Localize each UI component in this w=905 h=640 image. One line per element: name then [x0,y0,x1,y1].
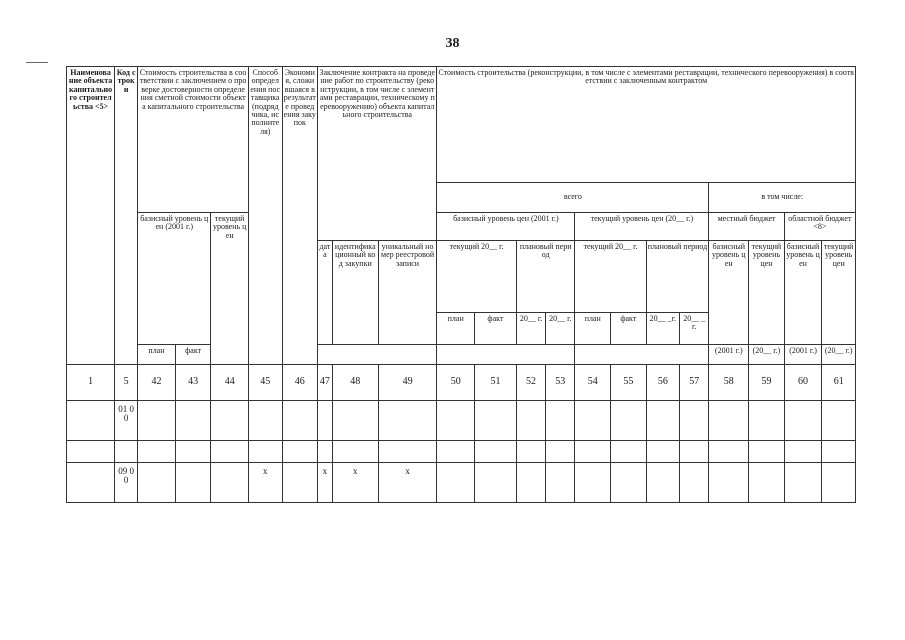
table-cell: x [332,463,378,503]
table-cell [475,441,517,463]
table-cell [784,441,822,463]
table-cell [749,441,785,463]
table-cell [646,401,679,441]
column-number: 46 [282,365,318,401]
row-object-cell [67,441,115,463]
column-number: 52 [516,365,545,401]
header-total: всего [437,183,709,213]
table-cell [516,463,545,503]
table-cell [332,401,378,441]
table-cell [822,401,856,441]
column-number: 5 [115,365,138,401]
table-cell [378,441,437,463]
column-number: 48 [332,365,378,401]
column-number: 55 [611,365,647,401]
header-plan-a: план [437,313,475,345]
column-number: 45 [249,365,282,401]
header-base-2001-b: (2001 г.) [784,345,822,365]
column-number: 50 [437,365,475,401]
table-cell [175,401,211,441]
header-cost-conclusion: Стоимость строительства в соответствии с заключением о проверке достоверности определения сметной стоимости объекта капитального строительства [138,67,249,213]
header-current-price-level: текущий уровень цен [211,213,249,365]
table-cell [282,441,318,463]
table-cell [249,441,282,463]
table-cell [378,401,437,441]
table-cell: x [318,463,333,503]
header-including: в том числе: [709,183,856,213]
table-cell [475,463,517,503]
header-total-blank [437,345,575,365]
header-y20-b: 20__ г. [546,313,575,345]
page-number: 38 [445,36,460,51]
table-cell [680,463,709,503]
table-cell [546,401,575,441]
header-registry: уникальный номер реестровой записи [378,241,437,345]
row-code-cell: 09 00 [115,463,138,503]
table-cell [516,401,545,441]
header-row-code: Код строки [115,67,138,365]
table-cell [318,441,333,463]
header-date: дата [318,241,333,345]
header-method: Способ определения поставщика (подрядчика, исполнителя) [249,67,282,365]
table-cell [575,401,611,441]
table-cell [282,463,318,503]
table-cell [575,463,611,503]
table-row [67,441,856,463]
column-number: 60 [784,365,822,401]
table-cell [211,441,249,463]
header-fact-c: факт [175,345,211,365]
table-cell [546,463,575,503]
table-cell [749,463,785,503]
column-number: 61 [822,365,856,401]
table-cell [332,441,378,463]
header-fact-a: факт [475,313,517,345]
header-y20-d: 20__ _г. [680,313,709,345]
column-number: 43 [175,365,211,401]
header-current-blank [575,345,709,365]
column-number: 59 [749,365,785,401]
table-cell [282,401,318,441]
column-number: 54 [575,365,611,401]
table-cell [437,463,475,503]
header-contract-blank [318,345,437,365]
table-cell [516,441,545,463]
header-ikz: идентификационный код закупки [332,241,378,345]
table-cell [611,401,647,441]
table-cell [138,441,176,463]
table-cell: x [378,463,437,503]
table-row [67,463,856,503]
table-cell [709,441,749,463]
header-rb-base: базисный уровень цен [784,241,822,345]
header-regional-budget: областной бюджет <8> [784,213,855,241]
table-cell [784,463,822,503]
column-number: 1 [67,365,115,401]
report-form-table [66,66,856,503]
header-total-base: базисный уровень цен (2001 г.) [437,213,575,241]
table-cell [680,401,709,441]
table-cell [646,463,679,503]
table-cell [211,463,249,503]
header-cur-20-a: (20__ г.) [749,345,785,365]
column-number: 51 [475,365,517,401]
margin-mark [26,62,48,63]
column-number: 57 [680,365,709,401]
table-cell [784,401,822,441]
header-object-name: Наименование объекта капитального строительства <5> [67,67,115,365]
table-cell [709,401,749,441]
table-cell [175,463,211,503]
table-cell [611,441,647,463]
header-fact-b: факт [611,313,647,345]
row-object-cell [67,401,115,441]
column-number: 49 [378,365,437,401]
table-row [67,401,856,441]
table-cell [437,441,475,463]
column-number: 44 [211,365,249,401]
header-cur-20-b: (20__ г.) [822,345,856,365]
header-y20-c: 20__ _г. [646,313,679,345]
header-current-20-b: текущий 20__ г. [575,241,646,313]
table-cell [211,401,249,441]
table-cell [437,401,475,441]
header-local-budget: местный бюджет [709,213,784,241]
table-cell [822,441,856,463]
header-plan-c: план [138,345,176,365]
table-cell [318,401,333,441]
header-rb-current: текущий уровень цен [822,241,856,345]
table-cell [138,463,176,503]
column-number: 58 [709,365,749,401]
table-cell [175,441,211,463]
header-planned-period-a: плановый период [516,241,575,313]
row-code-cell [115,441,138,463]
table-cell [822,463,856,503]
header-base-2001-a: (2001 г.) [709,345,749,365]
column-number: 56 [646,365,679,401]
column-number: 42 [138,365,176,401]
header-contract-cost: Стоимость строительства (реконструкции, в том числе с элементами реставрации, технического перевооружения) в соответствии с заключенным контрактом [437,67,856,183]
table-cell [646,441,679,463]
header-total-current: текущий уровень цен (20__ г.) [575,213,709,241]
header-base-price-level: базисный уровень цен (2001 г.) [138,213,211,345]
table-cell [546,441,575,463]
table-cell [575,441,611,463]
header-current-20-a: текущий 20__ г. [437,241,517,313]
table-cell [611,463,647,503]
header-plan-b: план [575,313,611,345]
table-cell [749,401,785,441]
header-y20-a: 20__ г. [516,313,545,345]
header-lb-current: текущий уровень цен [749,241,785,345]
table-cell [709,463,749,503]
header-planned-period-b: плановый период [646,241,709,313]
header-lb-base: базисный уровень цен [709,241,749,345]
table-cell [680,441,709,463]
header-economy: Экономия, сложившаяся в результате проведения закупок [282,67,318,365]
column-number: 47 [318,365,333,401]
table-cell [138,401,176,441]
column-number: 53 [546,365,575,401]
column-number-row [67,365,856,401]
row-object-cell [67,463,115,503]
table-cell: x [249,463,282,503]
header-contract-conclusion: Заключение контракта на проведение работ по строительству (реконструкции, в том числе с элементами реставрации, техническому перевооружению) объекта капитального строительства [318,67,437,241]
table-cell [249,401,282,441]
row-code-cell: 01 00 [115,401,138,441]
table-cell [475,401,517,441]
